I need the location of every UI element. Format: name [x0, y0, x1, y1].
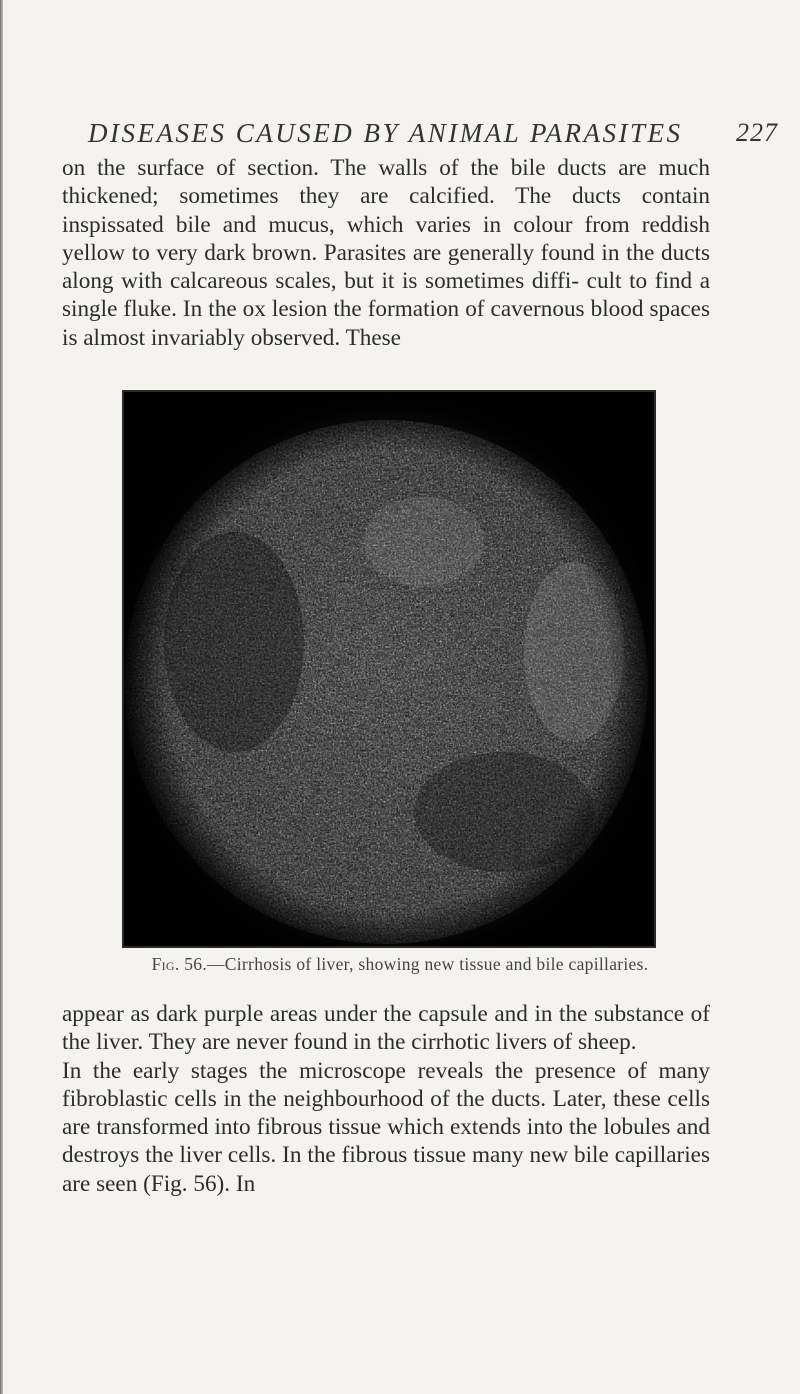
paragraph-early-stages: In the early stages the microscope reveals the presence of many fibroblastic cells in the neighbourhood of the ducts. Later, these cells are transformed into fibrous tissue which extends into the lobules and destroys the liver cells. In the fibrous tissue many new bile capillaries are seen (Fig. 56). In: [62, 1057, 710, 1197]
page-number: 227: [736, 118, 778, 147]
running-head: [60, 118, 778, 158]
paragraph-top: on the surface of section. The walls of the bile ducts are much thickened; sometimes they are calcified. The ducts contain inspissated bile and mucus, which varies in colour from reddish yellow to very dark brown. Parasites are generally found in the ducts along with calcareous scales, but it is sometimes diffi- cult to find a single fluke. In the ox lesion the formation of cavernous blood spaces is almost invariably observed. These: [62, 155, 710, 351]
paragraph-continuation: appear as dark purple areas under the capsule and in the substance of the liver. They are never found in the cirrhotic livers of sheep.: [62, 1001, 710, 1056]
figure-caption: [0, 954, 800, 975]
bottom-paragraph-block: [62, 1000, 710, 1198]
caption-label: Fig. 56.: [151, 954, 207, 974]
caption-text: —Cirrhosis of liver, showing new tissue and bile capillaries.: [207, 954, 649, 974]
figure-micrograph: [122, 390, 656, 948]
micrograph-illustration: [124, 392, 654, 946]
top-paragraph-block: [62, 154, 710, 352]
page-edge-shadow: [0, 0, 3, 1394]
running-title: DISEASES CAUSED BY ANIMAL PARASITES: [88, 118, 683, 148]
